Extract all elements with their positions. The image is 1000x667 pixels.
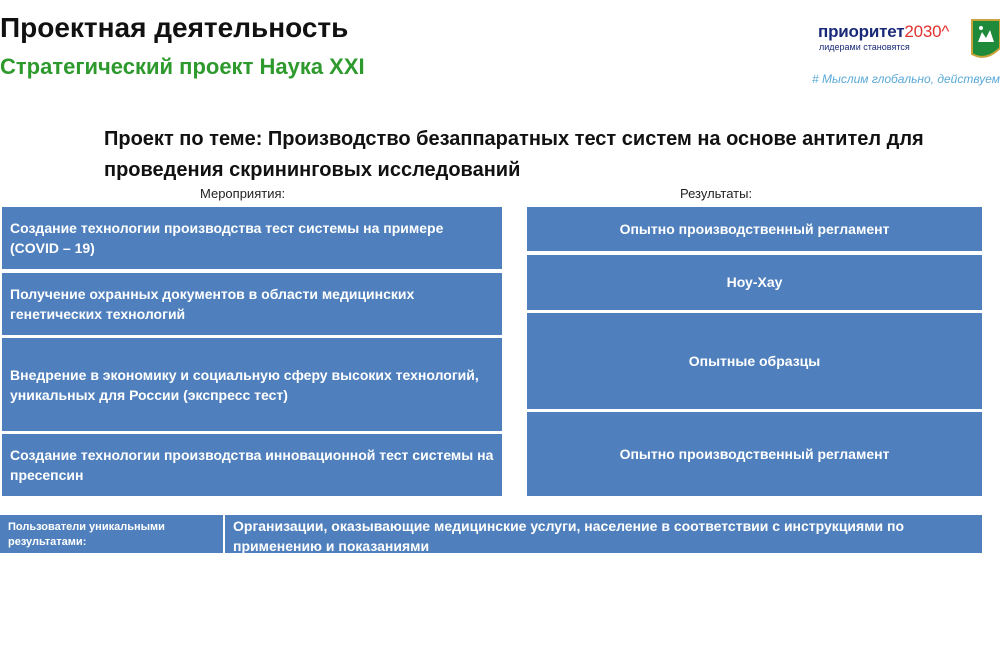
priority-2030-logo	[818, 22, 978, 52]
event-text: Внедрение в экономику и социальную сферу высоких технологий, уникальных для России (экспресс тест)	[10, 366, 479, 403]
result-text: Опытно производственный регламент	[619, 446, 890, 462]
result-box-4	[527, 412, 982, 496]
event-text: Создание технологии производства инновационной тест системы на пресепсин	[10, 447, 494, 483]
users-row	[0, 515, 982, 553]
events-column-label: Мероприятия:	[200, 186, 286, 201]
result-box-2	[527, 255, 982, 310]
event-box-3	[2, 338, 502, 431]
event-box-1	[2, 207, 502, 269]
event-text: Создание технологии производства тест системы на примере (COVID – 19)	[10, 220, 444, 256]
results-column-label: Результаты:	[680, 186, 753, 201]
project-heading	[104, 124, 1000, 186]
coat-of-arms-icon	[970, 18, 1000, 62]
logo-slogan: лидерами становятся	[819, 42, 910, 52]
result-box-1	[527, 207, 982, 251]
page-title: Проектная деятельность	[0, 12, 349, 43]
event-box-2	[2, 273, 502, 335]
event-box-4	[2, 434, 502, 496]
logo-brand	[818, 22, 978, 42]
logo-brand-text: приоритет	[818, 22, 905, 41]
project-heading-line-2: проведения скрининговых исследований	[104, 159, 521, 181]
users-text: Организации, оказывающие медицинские услуги, население в соответствии с инструкциями по применению и показаниями	[233, 518, 905, 553]
result-text: Опытные образцы	[688, 353, 821, 369]
users-label: Пользователи уникальными результатами:	[0, 515, 225, 553]
result-text: Ноу-Хау	[726, 274, 783, 290]
result-text: Опытно производственный регламент	[619, 221, 890, 237]
logo-brand-number: 2030^	[904, 22, 950, 41]
event-text: Получение охранных документов в области медицинских генетических технологий	[10, 286, 415, 322]
project-heading-line-1: Проект по теме: Производство безаппаратных тест систем на основе антител для	[104, 128, 924, 150]
tagline: # Мыслим глобально, действуем	[812, 72, 1000, 86]
result-box-3	[527, 313, 982, 409]
page-subtitle: Стратегический проект Наука XXI	[0, 54, 365, 79]
